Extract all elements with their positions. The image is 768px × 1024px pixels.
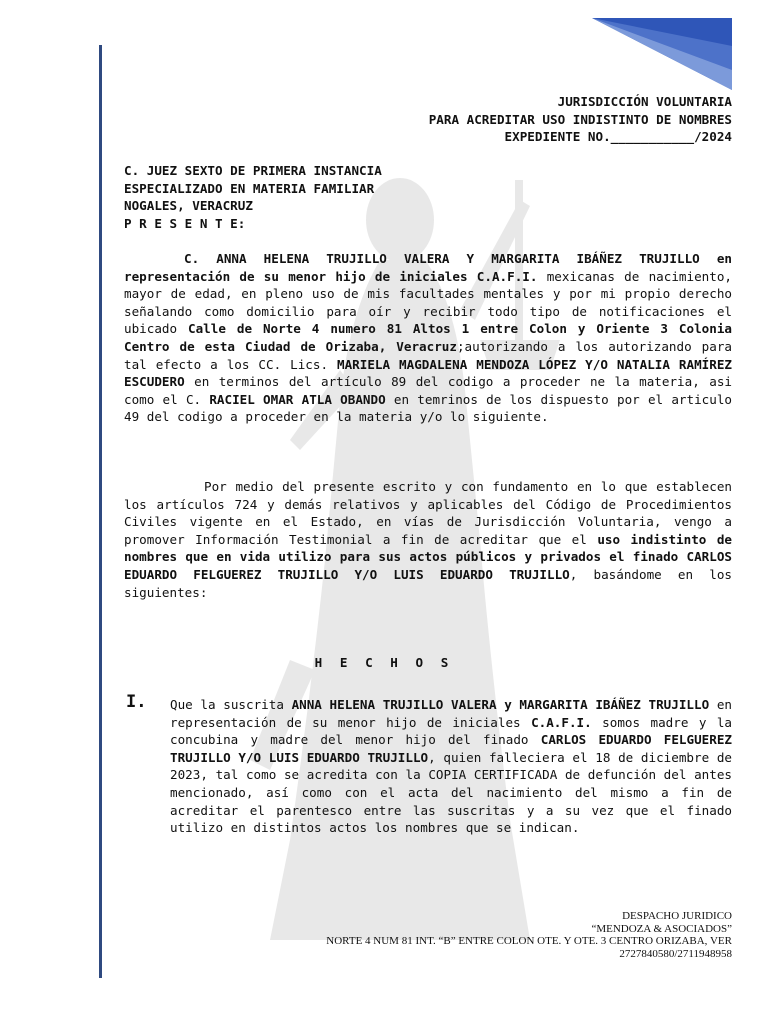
fact-text-2: en representación de su menor hijo de iniciales: [170, 697, 732, 730]
petitioners: C. ANNA HELENA TRUJILLO VALERA Y MARGARITA IBÁÑEZ TRUJILLO en representación de su menor hijo de iniciales C.A.F.I.: [124, 251, 732, 284]
corner-decoration: [592, 18, 732, 90]
motion-subject: uso indistinto de nombres que en vida utilizo para sus actos públicos y privados el finado CARLOS EDUARDO FELGUEREZ TRUJILLO Y/O LUIS EDUARDO TRUJILLO: [124, 531, 732, 582]
case-header: [429, 93, 732, 146]
header-expediente: EXPEDIENTE NO.___________/2024: [504, 129, 732, 145]
footer-address: NORTE 4 NUM 81 INT. “B” ENTRE COLON OTE. Y OTE. 3 CENTRO ORIZABA, VER: [326, 935, 732, 948]
fact-deceased-names: CARLOS EDUARDO FELGUEREZ TRUJILLO Y/O LUIS EDUARDO TRUJILLO: [170, 732, 732, 765]
addressee-location: NOGALES, VERACRUZ: [124, 198, 253, 214]
fact-text-1: Que la suscrita: [170, 697, 292, 712]
law-firm-footer: [326, 910, 732, 960]
intro-text-2: ;autorizando a los autorizando para tal efecto a los CC. Lics.: [124, 338, 732, 372]
fact-number: I.: [126, 692, 147, 712]
fact-1-text: [170, 696, 732, 837]
header-title: JURISDICCIÓN VOLUNTARIA: [557, 94, 732, 109]
addressee-judge: C. JUEZ SEXTO DE PRIMERA INSTANCIA: [124, 163, 382, 178]
motion-text-1: Por medio del presente escrito y con fundamento en lo que establecen los artículos 724 y demás relativos y aplicables del Código de Procedimientos Civiles vigente en el Estado, en vías de Jurisdicción Voluntaria, vengo a promover Información Testimonial a fin de acreditar que el: [124, 479, 732, 547]
header-subtitle: PARA ACREDITAR USO INDISTINTO DE NOMBRES: [428, 111, 732, 127]
intro-text-3: en terminos del artículo 89 del codigo a proceder ne la materia, asi como el C.: [124, 374, 732, 407]
intro-paragraph: [124, 250, 732, 426]
intro-text-4: en temrinos de los dispuesto por el articulo 49 del codigo a proceder en la materia y/o lo siguiente.: [124, 391, 733, 425]
fact-petitioners: ANNA HELENA TRUJILLO VALERA y MARGARITA IBÁÑEZ TRUJILLO: [291, 697, 710, 712]
authorized-person: RACIEL OMAR ATLA OBANDO: [209, 391, 386, 407]
footer-firm-name: “MENDOZA & ASOCIADOS”: [591, 922, 732, 935]
footer-firm-type: DESPACHO JURIDICO: [622, 910, 732, 922]
motion-paragraph: [124, 478, 732, 601]
address: Calle de Norte 4 numero 81 Altos 1 entre Colon y Oriente 3 Colonia Centro de esta Ciudad de Orizaba, Veracruz: [124, 321, 732, 354]
left-margin-rule: [99, 45, 102, 978]
fact-initials: C.A.F.I.: [531, 714, 592, 730]
addressee-specialty: ESPECIALIZADO EN MATERIA FAMILIAR: [124, 180, 375, 196]
section-title-hechos: H E C H O S: [314, 655, 454, 670]
fact-text-4: , quien falleciera el 18 de diciembre de 2023, tal como se acredita con la COPIA CERTIFICADA de defunción del antes mencionado, así como con el acta del nacimiento del mismo a fin de acreditar el parentesco entre las suscritas y a su vez que el finado utilizo en distintos actos los nombres que se indican.: [170, 749, 732, 836]
addressee-presente: P R E S E N T E:: [124, 215, 246, 231]
intro-text-1: mexicanas de nacimiento, mayor de edad, en pleno uso de mis facultades mentales y por mi propio derecho señalando como domicilio para oír y recibir todo tipo de notificaciones el ubicado: [124, 268, 732, 337]
addressee-block: [124, 162, 382, 232]
footer-phones: 2727840580/2711948958: [619, 947, 732, 960]
fact-text-3: somos madre y la concubina y madre del menor hijo del finado: [170, 714, 732, 748]
motion-text-2: , basándome en los siguientes:: [124, 566, 732, 600]
authorized-lawyers: MARIELA MAGDALENA MENDOZA LÓPEZ Y/O NATALIA RAMÍREZ ESCUDERO: [124, 356, 732, 390]
